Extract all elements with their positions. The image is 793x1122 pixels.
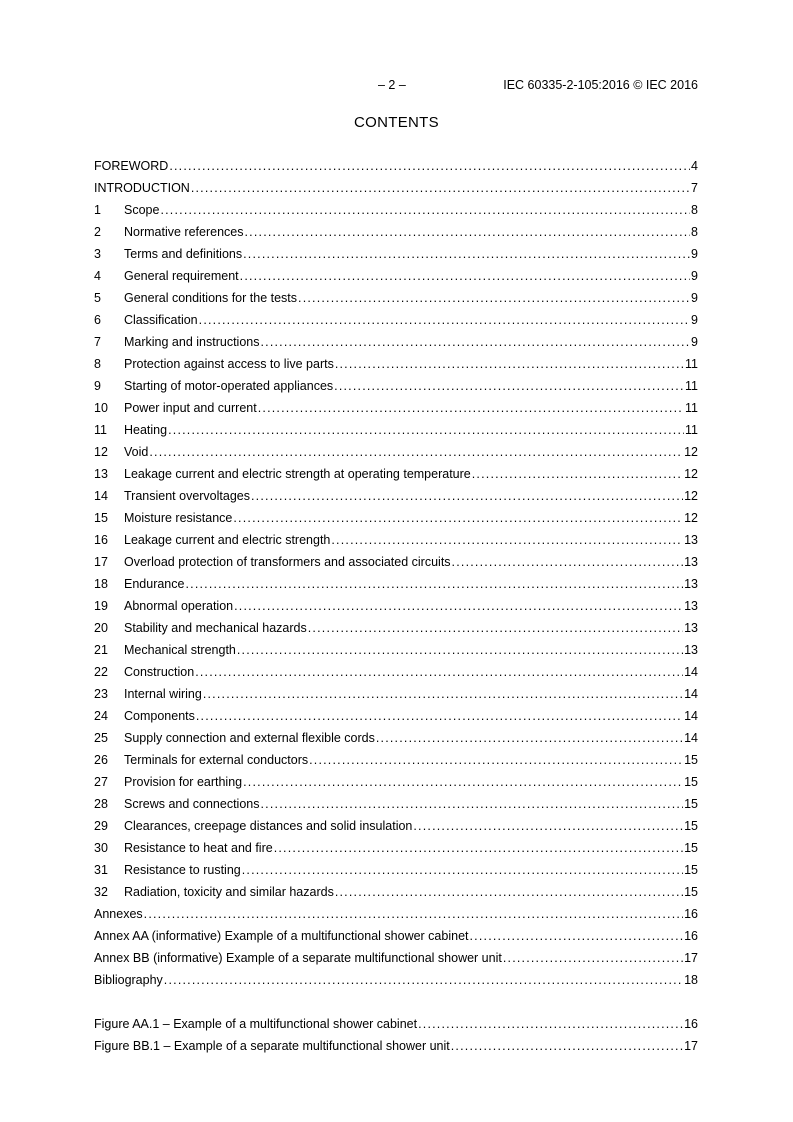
toc-entry-number: 23 [94, 687, 108, 701]
toc-entry[interactable] [94, 883, 698, 905]
toc-entry[interactable] [94, 773, 698, 795]
toc-entry[interactable] [94, 861, 698, 883]
toc-entry-page: 15 [684, 841, 698, 855]
toc-entry-label: Overload protection of transformers and associated circuits [124, 555, 451, 569]
toc-entry-number: 31 [94, 863, 108, 877]
toc-entry[interactable] [94, 619, 698, 641]
toc-entry-label: FOREWORD [94, 159, 169, 173]
dot-leader [298, 289, 690, 307]
toc-entry-page: 16 [684, 1017, 698, 1031]
toc-entry-label: Leakage current and electric strength at operating temperature [124, 467, 471, 481]
dot-leader [258, 399, 684, 417]
toc-entry-label: Endurance [124, 577, 185, 591]
toc-entry-label: Power input and current [124, 401, 257, 415]
toc-entry-page: 16 [684, 907, 698, 921]
list-of-figures [94, 1015, 698, 1059]
toc-entry-number: 32 [94, 885, 108, 899]
dot-leader [240, 267, 690, 285]
toc-entry-label: Bibliography [94, 973, 163, 987]
toc-entry-label: Normative references [124, 225, 244, 239]
toc-entry-number: 20 [94, 621, 108, 635]
toc-entry[interactable] [94, 531, 698, 553]
toc-entry[interactable] [94, 399, 698, 421]
toc-entry-page: 16 [684, 929, 698, 943]
dot-leader [335, 355, 684, 373]
dot-leader [196, 707, 683, 725]
toc-entry[interactable] [94, 157, 698, 179]
toc-entry-number: 14 [94, 489, 108, 503]
toc-entry-page: 9 [691, 291, 698, 305]
toc-entry-number: 18 [94, 577, 108, 591]
toc-entry-label: Moisture resistance [124, 511, 233, 525]
toc-entry[interactable] [94, 421, 698, 443]
toc-entry-number: 9 [94, 379, 101, 393]
toc-entry-number: 28 [94, 797, 108, 811]
dot-leader [168, 421, 684, 439]
toc-entry-label: Supply connection and external flexible cords [124, 731, 375, 745]
toc-entry-label: Classification [124, 313, 198, 327]
toc-entry[interactable] [94, 949, 698, 971]
toc-entry[interactable] [94, 553, 698, 575]
toc-entry-page: 18 [684, 973, 698, 987]
table-of-contents [94, 157, 698, 1059]
toc-entry[interactable] [94, 289, 698, 311]
toc-entry-number: 8 [94, 357, 101, 371]
toc-entry-number: 27 [94, 775, 108, 789]
toc-entry-page: 14 [684, 709, 698, 723]
dot-leader [503, 949, 683, 967]
toc-entry-page: 17 [684, 951, 698, 965]
toc-entry-page: 17 [684, 1039, 698, 1053]
toc-entry-number: 16 [94, 533, 108, 547]
toc-entry-label: Void [124, 445, 149, 459]
dot-leader [160, 201, 690, 219]
document-identifier: IEC 60335-2-105:2016 © IEC 2016 [503, 78, 698, 92]
toc-entry-number: 1 [94, 203, 101, 217]
dot-leader [472, 465, 683, 483]
toc-entry-number: 26 [94, 753, 108, 767]
toc-entry-page: 11 [685, 423, 698, 437]
dot-leader [260, 333, 690, 351]
toc-entry-number: 17 [94, 555, 108, 569]
toc-entry-label: Internal wiring [124, 687, 202, 701]
toc-entry-page: 8 [691, 203, 698, 217]
toc-entry-page: 15 [684, 863, 698, 877]
toc-entry-page: 15 [684, 753, 698, 767]
toc-entry-label: Transient overvoltages [124, 489, 250, 503]
toc-entry[interactable] [94, 641, 698, 663]
toc-entry-label: General conditions for the tests [124, 291, 298, 305]
toc-entry[interactable] [94, 311, 698, 333]
toc-entry-number: 25 [94, 731, 108, 745]
toc-entries [94, 157, 698, 993]
dot-leader [191, 179, 690, 197]
dot-leader [233, 509, 683, 527]
toc-entry-page: 15 [684, 885, 698, 899]
toc-entry-label: Resistance to heat and fire [124, 841, 273, 855]
toc-entry-label: Stability and mechanical hazards [124, 621, 307, 635]
dot-leader [331, 531, 683, 549]
toc-entry-number: 7 [94, 335, 101, 349]
dot-leader [185, 575, 683, 593]
toc-entry-label: Terms and definitions [124, 247, 243, 261]
toc-entry-number: 3 [94, 247, 101, 261]
dot-leader [164, 971, 683, 989]
dot-leader [274, 839, 683, 857]
dot-leader [334, 377, 684, 395]
toc-entry-number: 19 [94, 599, 108, 613]
toc-entry-page: 12 [684, 511, 698, 525]
toc-entry-page: 8 [691, 225, 698, 239]
toc-entry-label: Radiation, toxicity and similar hazards [124, 885, 334, 899]
figure-entry[interactable] [94, 1015, 698, 1037]
dot-leader [376, 729, 683, 747]
toc-entry-label: Leakage current and electric strength [124, 533, 331, 547]
dot-leader [309, 751, 683, 769]
toc-entry-page: 14 [684, 687, 698, 701]
dot-leader [335, 883, 683, 901]
toc-entry-label: General requirement [124, 269, 239, 283]
dot-leader [470, 927, 684, 945]
toc-entry-label: Starting of motor-operated appliances [124, 379, 334, 393]
figure-entry[interactable] [94, 1037, 698, 1059]
toc-entry-page: 9 [691, 247, 698, 261]
toc-entry-number: 5 [94, 291, 101, 305]
toc-entry[interactable] [94, 575, 698, 597]
dot-leader [199, 311, 690, 329]
toc-entry[interactable] [94, 839, 698, 861]
toc-entry-page: 11 [685, 401, 698, 415]
dot-leader [144, 905, 683, 923]
toc-entry-page: 9 [691, 313, 698, 327]
toc-entry[interactable] [94, 487, 698, 509]
toc-entry[interactable] [94, 267, 698, 289]
toc-entry[interactable] [94, 465, 698, 487]
toc-entry-label: Screws and connections [124, 797, 260, 811]
toc-entry-page: 15 [684, 775, 698, 789]
toc-entry-page: 4 [691, 159, 698, 173]
toc-entry[interactable] [94, 333, 698, 355]
toc-entry-page: 12 [684, 489, 698, 503]
dot-leader [245, 223, 691, 241]
toc-entry[interactable] [94, 355, 698, 377]
toc-entry-label: Annexes [94, 907, 143, 921]
toc-entry[interactable] [94, 927, 698, 949]
toc-entry-page: 12 [684, 445, 698, 459]
toc-entry-number: 22 [94, 665, 108, 679]
toc-entry-number: 2 [94, 225, 101, 239]
dot-leader [242, 861, 683, 879]
toc-entry-page: 13 [684, 577, 698, 591]
toc-entry-number: 6 [94, 313, 101, 327]
dot-leader [243, 773, 683, 791]
toc-entry-page: 15 [684, 797, 698, 811]
toc-entry-number: 15 [94, 511, 108, 525]
toc-entry-number: 11 [94, 423, 107, 437]
toc-entry-label: INTRODUCTION [94, 181, 190, 195]
toc-entry-number: 13 [94, 467, 108, 481]
dot-leader [413, 817, 683, 835]
toc-entry[interactable] [94, 685, 698, 707]
toc-entry[interactable] [94, 817, 698, 839]
toc-entry[interactable] [94, 179, 698, 201]
toc-figures-spacer [94, 993, 698, 1015]
dot-leader [203, 685, 683, 703]
toc-entry-page: 12 [684, 467, 698, 481]
toc-entry-page: 7 [691, 181, 698, 195]
toc-entry[interactable] [94, 509, 698, 531]
dot-leader [452, 553, 684, 571]
toc-entry-page: 13 [684, 643, 698, 657]
toc-entry-number: 12 [94, 445, 108, 459]
toc-entry-label: Construction [124, 665, 195, 679]
toc-entry-number: 29 [94, 819, 108, 833]
toc-entry-page: 15 [684, 819, 698, 833]
dot-leader [243, 245, 690, 263]
toc-entry-label: Scope [124, 203, 160, 217]
toc-entry-label: Terminals for external conductors [124, 753, 309, 767]
dot-leader [149, 443, 683, 461]
toc-entry-label: Annex AA (informative) Example of a multifunctional shower cabinet [94, 929, 469, 943]
toc-entry-label: Figure AA.1 – Example of a multifunctional shower cabinet [94, 1017, 418, 1031]
toc-entry[interactable] [94, 201, 698, 223]
toc-entry[interactable] [94, 751, 698, 773]
toc-entry[interactable] [94, 971, 698, 993]
toc-entry-label: Components [124, 709, 195, 723]
toc-entry-label: Figure BB.1 – Example of a separate multifunctional shower unit [94, 1039, 450, 1053]
toc-entry-number: 10 [94, 401, 108, 415]
toc-entry[interactable] [94, 377, 698, 399]
toc-entry-page: 11 [685, 357, 698, 371]
toc-entry-page: 13 [684, 555, 698, 569]
toc-entry-label: Heating [124, 423, 168, 437]
toc-entry-label: Mechanical strength [124, 643, 236, 657]
toc-entry-number: 24 [94, 709, 108, 723]
toc-entry[interactable] [94, 905, 698, 927]
dot-leader [418, 1015, 683, 1033]
toc-entry-label: Abnormal operation [124, 599, 234, 613]
toc-entry-label: Provision for earthing [124, 775, 243, 789]
toc-entry-number: 21 [94, 643, 108, 657]
page-header [94, 76, 698, 94]
toc-entry-label: Marking and instructions [124, 335, 260, 349]
toc-entry[interactable] [94, 443, 698, 465]
toc-entry[interactable] [94, 245, 698, 267]
dot-leader [451, 1037, 683, 1055]
toc-entry-label: Resistance to rusting [124, 863, 241, 877]
toc-entry-label: Clearances, creepage distances and solid insulation [124, 819, 413, 833]
toc-entry-number: 4 [94, 269, 101, 283]
toc-entry-page: 14 [684, 665, 698, 679]
toc-entry-label: Protection against access to live parts [124, 357, 334, 371]
dot-leader [195, 663, 683, 681]
dot-leader [261, 795, 684, 813]
dot-leader [169, 157, 690, 175]
dot-leader [308, 619, 683, 637]
toc-entry-page: 13 [684, 533, 698, 547]
toc-entry[interactable] [94, 223, 698, 245]
toc-entry-number: 30 [94, 841, 108, 855]
toc-entry[interactable] [94, 707, 698, 729]
page-title: CONTENTS [354, 114, 439, 131]
toc-entry-page: 13 [684, 599, 698, 613]
toc-entry-label: Annex BB (informative) Example of a separate multifunctional shower unit [94, 951, 502, 965]
dot-leader [237, 641, 683, 659]
toc-entry-page: 11 [685, 379, 698, 393]
toc-entry[interactable] [94, 795, 698, 817]
toc-entry-page: 9 [691, 269, 698, 283]
toc-entry-page: 13 [684, 621, 698, 635]
dot-leader [251, 487, 683, 505]
dot-leader [234, 597, 683, 615]
toc-entry[interactable] [94, 597, 698, 619]
toc-entry-page: 9 [691, 335, 698, 349]
page-number: – 2 – [378, 78, 406, 92]
toc-entry[interactable] [94, 663, 698, 685]
toc-entry-page: 14 [684, 731, 698, 745]
toc-entry[interactable] [94, 729, 698, 751]
